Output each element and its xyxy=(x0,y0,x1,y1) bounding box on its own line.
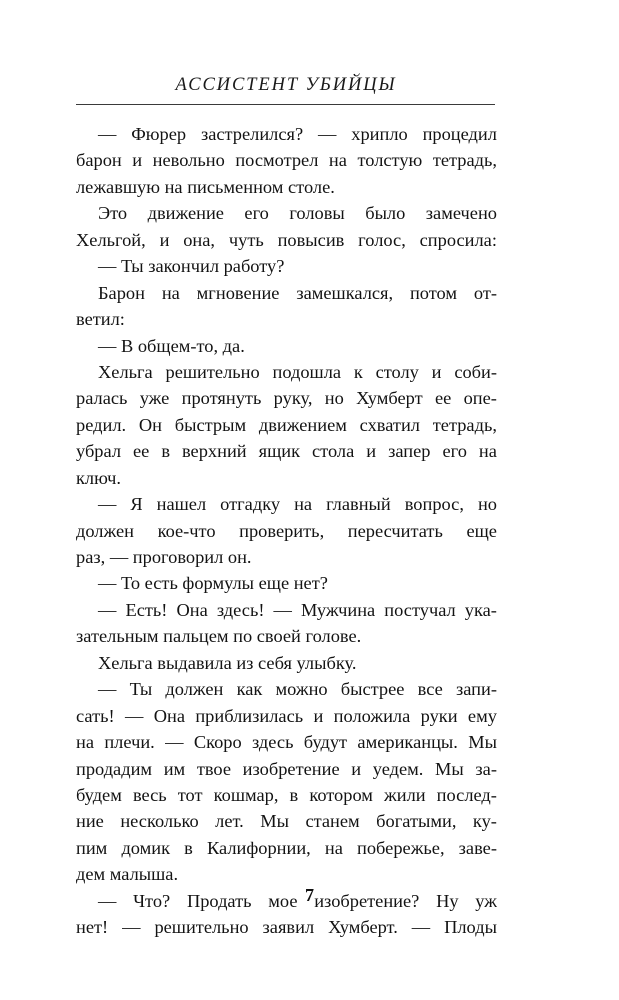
text-word: но xyxy=(477,494,497,515)
text-word: — xyxy=(124,705,144,726)
text-word: будем xyxy=(76,784,122,805)
text-word: продадим xyxy=(76,758,153,779)
text-word: Хельгой, xyxy=(76,229,146,250)
text-word: ку- xyxy=(472,811,497,832)
text-word: Хумберт. xyxy=(328,917,398,938)
text-word: толстую xyxy=(357,150,423,171)
page-number: 7 xyxy=(305,885,314,905)
text-word: домик xyxy=(121,837,171,858)
text-word: редил. xyxy=(76,414,127,435)
text-line xyxy=(76,359,497,385)
text-word: его xyxy=(442,441,467,462)
text-word: Мы xyxy=(468,732,497,753)
text-line: зательным пальцем по своей голове. xyxy=(76,626,362,647)
text-word: — xyxy=(318,124,337,144)
text-word: замешкался, xyxy=(296,282,394,303)
text-word: — xyxy=(98,124,117,144)
text-word: Мы xyxy=(435,758,464,779)
text-word: головы xyxy=(289,203,345,224)
text-line: — В общем-то, да. xyxy=(98,335,245,356)
text-word: посмотрел xyxy=(235,150,319,171)
text-word: невольно xyxy=(152,150,225,171)
text-line xyxy=(76,438,497,464)
text-word: движение xyxy=(147,203,224,224)
text-word: Что? xyxy=(133,890,171,911)
text-word: заявил xyxy=(262,917,315,938)
text-word: пересчитать xyxy=(347,520,443,541)
text-word: лет. xyxy=(215,811,244,832)
text-line xyxy=(76,121,497,147)
text-word: — xyxy=(98,890,117,911)
text-word: Фюрер xyxy=(131,124,187,144)
text-word: к xyxy=(353,361,363,382)
text-word: быстрым xyxy=(174,414,247,435)
text-word: нашел xyxy=(156,494,207,515)
text-word: Плоды xyxy=(444,917,497,938)
text-word: вопрос, xyxy=(404,494,464,515)
text-word: решительно xyxy=(165,361,260,382)
text-word: руки xyxy=(420,705,458,726)
text-word: — xyxy=(98,679,117,700)
text-word: в xyxy=(161,441,170,462)
text-word: замечено xyxy=(425,203,497,224)
text-word: Ты xyxy=(129,679,153,700)
text-line: ключ. xyxy=(76,467,121,488)
text-word: опе- xyxy=(463,388,497,409)
body-text-block xyxy=(76,121,497,941)
text-word: Мужчина xyxy=(301,599,376,620)
text-word: решительно xyxy=(154,917,249,938)
text-line xyxy=(76,280,497,306)
text-word: все xyxy=(417,679,443,700)
text-word: ралась xyxy=(76,388,128,409)
text-word: заве- xyxy=(458,837,497,858)
text-word: пим xyxy=(76,837,108,858)
text-word: потом xyxy=(409,282,458,303)
text-word: она, xyxy=(183,229,216,250)
text-word: мое xyxy=(268,890,298,911)
text-line: — То есть формулы еще нет? xyxy=(98,573,328,594)
text-word: от- xyxy=(473,282,497,303)
text-word: как xyxy=(236,679,263,700)
text-word: — xyxy=(98,599,117,620)
text-word: постучал xyxy=(384,599,456,620)
text-word: положила xyxy=(333,705,411,726)
text-word: главный xyxy=(326,494,391,515)
text-word: и xyxy=(366,441,377,462)
text-word: послед- xyxy=(436,784,497,805)
text-line xyxy=(76,147,497,173)
text-word: приблизилась xyxy=(195,705,304,726)
text-word: схватил xyxy=(359,414,420,435)
text-word: и xyxy=(351,758,362,779)
text-word: жили xyxy=(384,784,426,805)
text-word: соби- xyxy=(454,361,497,382)
text-word: здесь xyxy=(252,732,294,753)
text-word: хрипло xyxy=(351,124,408,144)
text-word: — xyxy=(411,917,431,938)
text-word: Калифорнии, xyxy=(206,837,311,858)
text-word: ние xyxy=(76,811,104,832)
text-word: можно xyxy=(275,679,328,700)
text-word: станем xyxy=(305,811,360,832)
text-line xyxy=(76,756,497,782)
text-word: кошмар, xyxy=(213,784,279,805)
text-word: твое xyxy=(196,758,232,779)
text-line: раз, — проговорил он. xyxy=(76,547,252,567)
header-divider-rule xyxy=(76,104,495,105)
text-line xyxy=(76,597,497,623)
text-word: весь xyxy=(132,784,167,805)
text-word: ящик xyxy=(258,441,301,462)
text-word: тетрадь, xyxy=(432,414,497,435)
text-word: в xyxy=(289,784,299,805)
text-word: Барон xyxy=(98,282,145,303)
text-word: Хельга xyxy=(98,361,153,382)
text-word: чуть xyxy=(228,229,264,250)
text-word: застрелился? xyxy=(200,124,304,144)
text-line xyxy=(76,200,497,226)
text-word: столу xyxy=(375,361,419,382)
text-line xyxy=(76,227,497,253)
text-word: подошла xyxy=(272,361,342,382)
text-word: изобретение? xyxy=(314,890,420,911)
text-word: было xyxy=(365,203,406,224)
text-word: Ну xyxy=(436,890,459,911)
text-word: будут xyxy=(303,732,348,753)
text-word: и xyxy=(132,150,143,171)
text-word: запер xyxy=(388,441,431,462)
text-word: Мы xyxy=(260,811,289,832)
text-line xyxy=(76,703,497,729)
text-word: сать! xyxy=(76,705,115,726)
text-word: запи- xyxy=(455,679,497,700)
text-word: проверить, xyxy=(239,520,325,541)
text-line xyxy=(76,782,497,808)
text-line: ветил: xyxy=(76,309,125,330)
text-word: Продать xyxy=(186,890,252,911)
text-word: на xyxy=(294,494,313,515)
text-word: Это xyxy=(98,203,128,224)
text-word: несколько xyxy=(120,811,199,832)
text-line xyxy=(76,914,497,940)
text-word: котором xyxy=(309,784,373,805)
text-word: ее xyxy=(434,388,452,409)
text-word: плечи. xyxy=(104,732,155,753)
text-word: Скоро xyxy=(193,732,242,753)
text-word: им xyxy=(163,758,186,779)
text-word: ука- xyxy=(464,599,497,620)
text-line: дем малыша. xyxy=(76,864,179,885)
text-word: кое-что xyxy=(157,520,216,541)
text-word: богатыми, xyxy=(376,811,457,832)
text-word: на xyxy=(324,837,343,858)
text-word: стола xyxy=(312,441,355,462)
text-line xyxy=(76,729,497,755)
text-word: уедем. xyxy=(372,758,424,779)
text-word: должен xyxy=(165,679,224,700)
text-word: барон xyxy=(76,150,122,171)
text-word: верхний xyxy=(181,441,247,462)
text-word: Есть! xyxy=(125,599,168,620)
text-line xyxy=(76,676,497,702)
text-word: — xyxy=(98,494,117,515)
text-line xyxy=(76,385,497,411)
text-word: Она xyxy=(176,599,208,620)
text-line xyxy=(76,412,497,438)
text-word: на xyxy=(76,732,95,753)
text-line xyxy=(76,808,497,834)
text-word: на xyxy=(328,150,347,171)
text-word: Хумберт xyxy=(356,388,423,409)
text-word: тот xyxy=(177,784,203,805)
text-word: мгновение xyxy=(196,282,280,303)
text-word: Я xyxy=(130,494,143,515)
text-line xyxy=(76,518,497,544)
text-word: уж xyxy=(475,890,497,911)
text-word: ее xyxy=(133,441,150,462)
text-word: на xyxy=(478,441,497,462)
text-word: голос, xyxy=(358,229,406,250)
text-word: и xyxy=(431,361,442,382)
text-line: — Ты закончил работу? xyxy=(98,256,285,277)
text-word: повысив xyxy=(277,229,345,250)
text-word: отгадку xyxy=(220,494,281,515)
text-word: но xyxy=(324,388,344,409)
running-head-title: АССИСТЕНТ УБИЙЦЫ xyxy=(175,75,397,95)
text-word: еще xyxy=(466,520,497,541)
text-word: — xyxy=(165,732,184,753)
text-word: процедил xyxy=(422,124,497,144)
text-word: руку, xyxy=(273,388,313,409)
text-word: ему xyxy=(467,705,497,726)
text-word: в xyxy=(184,837,193,858)
text-word: убрал xyxy=(76,441,122,462)
text-line: лежавшую на письменном столе. xyxy=(76,176,335,197)
text-word: Она xyxy=(153,705,185,726)
text-line xyxy=(76,491,497,517)
text-word: американцы. xyxy=(357,732,458,753)
text-word: нет! xyxy=(76,917,109,938)
text-line: Хельга выдавила из себя улыбку. xyxy=(98,652,357,673)
text-word: Он xyxy=(138,414,162,435)
text-word: — xyxy=(122,917,141,938)
text-word: на xyxy=(161,282,180,303)
text-word: здесь! xyxy=(216,599,265,620)
text-word: тетрадь, xyxy=(432,150,497,171)
text-word: его xyxy=(244,203,269,224)
text-word: и xyxy=(313,705,324,726)
text-word: за- xyxy=(475,758,497,779)
text-word: протянуть xyxy=(181,388,262,409)
text-word: должен xyxy=(76,520,134,541)
text-line xyxy=(76,835,497,861)
text-word: движением xyxy=(258,414,347,435)
text-word: уже xyxy=(139,388,170,409)
text-word: и xyxy=(159,229,170,250)
text-word: побережье, xyxy=(357,837,445,858)
text-word: быстрее xyxy=(340,679,405,700)
text-word: — xyxy=(273,599,292,620)
text-word: спросила: xyxy=(419,229,497,250)
text-word: изобретение xyxy=(242,758,340,779)
